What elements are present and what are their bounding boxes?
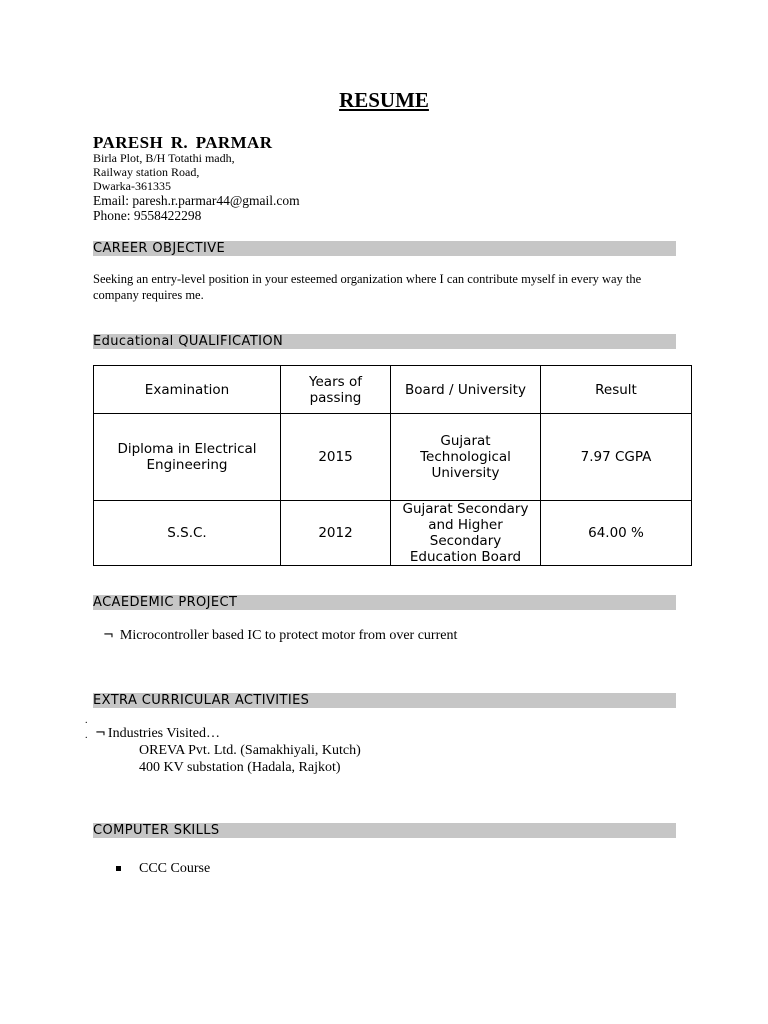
address-line-3: Dwarka-361335 (93, 179, 171, 193)
section-heading: COMPUTER SKILLS (93, 823, 220, 838)
extra-item: OREVA Pvt. Ltd. (Samakhiyali, Kutch) (139, 743, 361, 758)
section-computer-skills (93, 823, 676, 838)
table-cell: 2012 (281, 501, 391, 566)
extra-item: 400 KV substation (Hadala, Rajkot) (139, 760, 341, 775)
skill-item: CCC Course (139, 861, 211, 876)
stray-dot-icon: . (85, 715, 88, 726)
project-text: Microcontroller based IC to protect motor from over current (119, 628, 458, 643)
table-cell: 2015 (281, 414, 391, 501)
section-project (93, 595, 676, 610)
table-cell: 7.97 CGPA (541, 414, 692, 501)
arrow-bullet-icon: ¬ (95, 726, 106, 741)
arrow-bullet-icon: ¬ (103, 628, 114, 643)
objective-text: Seeking an entry-level position in your esteemed organization where I can contribute myself in every way the company requires me. (93, 272, 642, 302)
stray-dot-icon: . (85, 730, 88, 741)
table-cell: 64.00 % (541, 501, 692, 566)
section-career-objective (93, 241, 676, 256)
square-bullet-icon (116, 866, 121, 871)
table-cell: Gujarat Technological University (391, 414, 541, 501)
section-heading: Educational QUALIFICATION (93, 334, 284, 349)
address-line-1: Birla Plot, B/H Totathi madh, (93, 151, 235, 165)
section-extra-curricular (93, 693, 676, 708)
extra-heading-item (95, 725, 220, 742)
table-header-row (94, 366, 692, 414)
table-header: Examination (94, 366, 281, 414)
project-item (103, 627, 457, 644)
table-row (94, 501, 692, 566)
section-heading: EXTRA CURRICULAR ACTIVITIES (93, 693, 310, 708)
email-text: Email: paresh.r.parmar44@gmail.com (93, 193, 300, 208)
candidate-name: PARESH R. PARMAR (93, 133, 273, 152)
table-cell: S.S.C. (94, 501, 281, 566)
education-table (93, 365, 692, 566)
table-header: Board / University (391, 366, 541, 414)
phone-text: Phone: 9558422298 (93, 208, 202, 223)
table-cell: Gujarat Secondary and Higher Secondary Education Board (391, 501, 541, 566)
section-heading: CAREER OBJECTIVE (93, 241, 226, 256)
extra-heading-text: Industries Visited… (107, 726, 220, 741)
address-line-2: Railway station Road, (93, 165, 200, 179)
section-education (93, 334, 676, 349)
section-heading: ACAEDEMIC PROJECT (93, 595, 238, 610)
table-cell: Diploma in Electrical Engineering (94, 414, 281, 501)
table-header: Result (541, 366, 692, 414)
table-row (94, 414, 692, 501)
table-header: Years of passing (281, 366, 391, 414)
resume-title: RESUME (339, 88, 429, 112)
